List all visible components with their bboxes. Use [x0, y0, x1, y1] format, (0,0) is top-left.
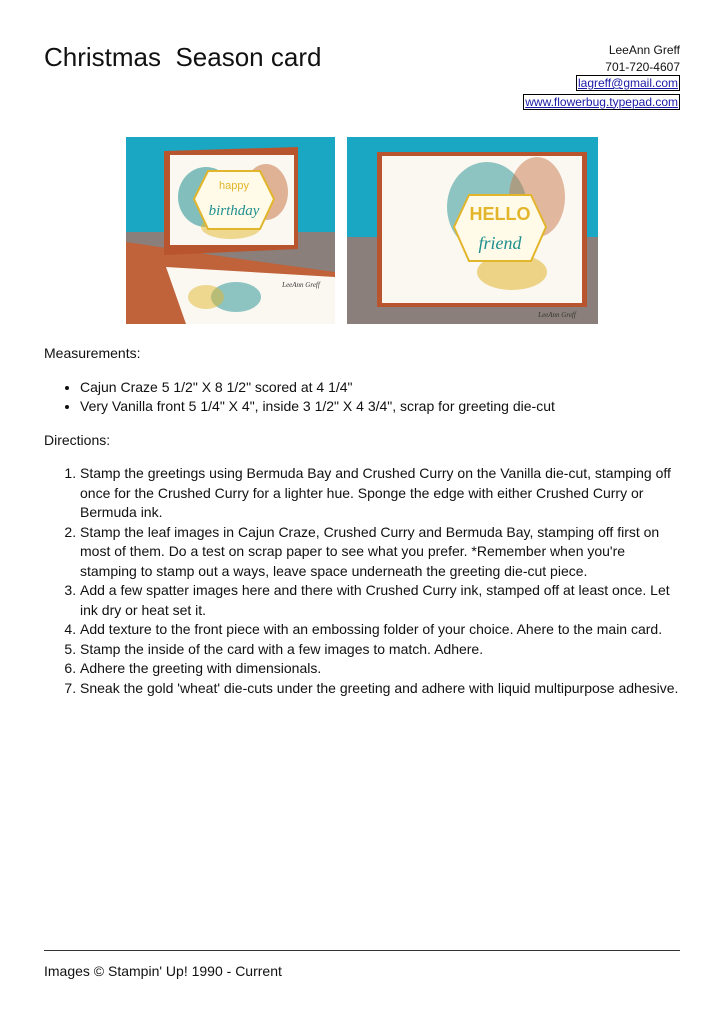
list-item: 5. Stamp the inside of the card with a few images to match. Adhere. [80, 640, 684, 660]
list-item: • Cajun Craze 5 1/2" X 8 1/2" scored at 4 1/4" [80, 378, 684, 398]
signature-watermark-right: LeeAnn Greff [538, 311, 576, 319]
copyright-footer: Images © Stampin' Up! 1990 - Current [44, 963, 282, 979]
author-name: LeeAnn Greff [608, 43, 680, 57]
list-item: 6. Adhere the greeting with dimensionals. [80, 659, 684, 679]
greeting-birthday: birthday [208, 203, 260, 219]
list-item: 3. Add a few spatter images here and there with Crushed Curry ink, stamped off at least once. Let ink dry or heat set it. [80, 581, 684, 620]
instructions [44, 344, 684, 698]
signature-watermark-left: LeeAnn Greff [282, 281, 320, 289]
list-item: 7. Sneak the gold 'wheat' die-cuts under the greeting and adhere with liquid multipurpose adhesive. [80, 679, 684, 699]
card-photo-friend [347, 137, 598, 324]
greeting-friend: friend [478, 233, 522, 253]
measurements-list [44, 378, 684, 417]
greeting-happy: happy [219, 180, 249, 192]
contact-info [523, 42, 680, 110]
website-link[interactable]: www.flowerbug.typepad.com [525, 94, 678, 109]
card-photo-birthday [126, 137, 335, 324]
phone-number: 701-720-4607 [605, 59, 680, 74]
email-link[interactable]: lagreff@gmail.com [578, 76, 678, 90]
list-item: 1. Stamp the greetings using Bermuda Bay and Crushed Curry on the Vanilla die-cut, stamping off once for the Crushed Curry for a lighter hue. Sponge the edge with either Crushed Curry or Bermuda ink. [80, 464, 684, 523]
list-item: 2. Stamp the leaf images in Cajun Craze, Crushed Curry and Bermuda Bay, stamping off first on most of them. Do a test on scrap paper to see what you prefer. *Remember when you're stamping to stamp out a ways, leave space underneath the greeting die-cut piece. [80, 523, 684, 582]
directions-list [44, 464, 684, 698]
list-item: • Very Vanilla front 5 1/4" X 4", inside 3 1/2" X 4 3/4", scrap for greeting die-cut [80, 397, 684, 417]
greeting-hello: HELLO [469, 204, 531, 224]
directions-heading: Directions: [44, 431, 111, 448]
list-item: 4. Add texture to the front piece with an embossing folder of your choice. Ahere to the main card. [80, 620, 684, 640]
measurements-heading: Measurements: [44, 345, 141, 361]
page-title: Christmas Season card [44, 42, 322, 72]
footer-divider [44, 950, 680, 951]
